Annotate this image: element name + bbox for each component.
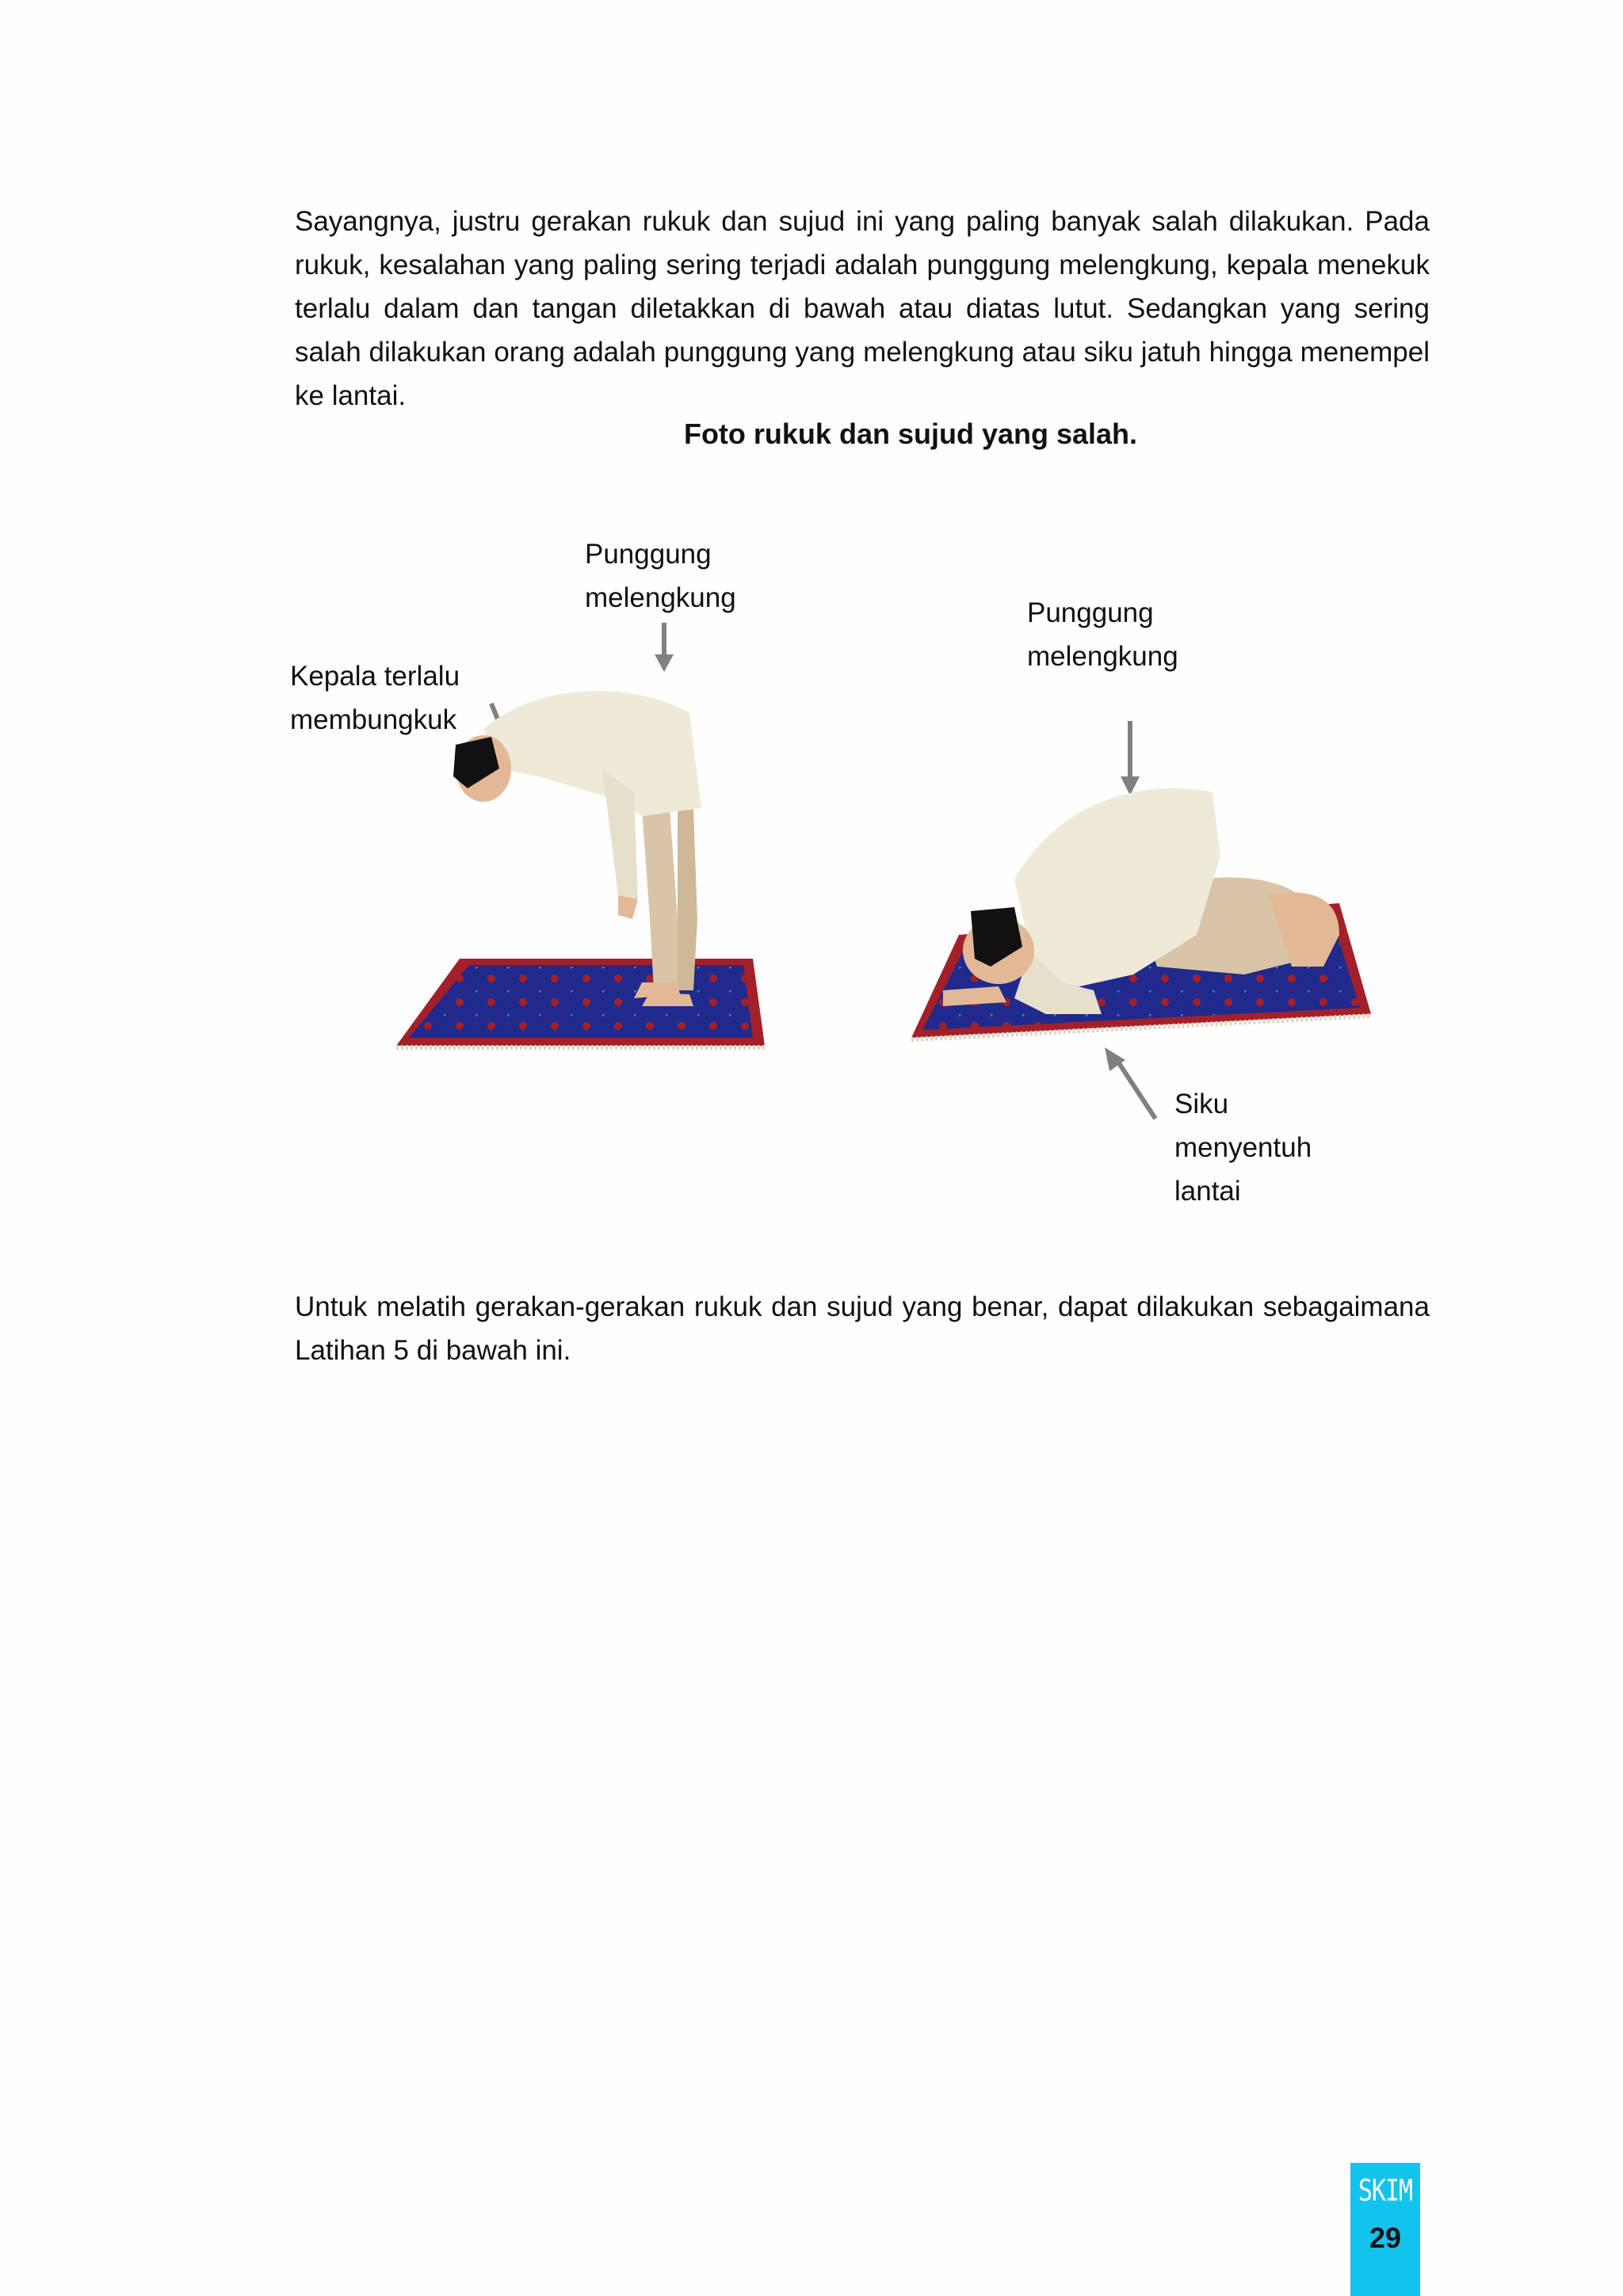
page-number-badge xyxy=(1350,2163,1420,2296)
sujud-elbow-label-line2: menyentuh xyxy=(1174,1132,1312,1163)
sujud-illustration xyxy=(896,776,1387,1070)
intro-paragraph: Sayangnya, justru gerakan rukuk dan sujud ini yang paling banyak salah dilakukan. Pada rukuk, kesalahan yang paling sering terjadi adalah punggung melengkung, kepala menekuk terlalu dalam dan tangan diletakkan di bawah atau diatas lutut. Sedangkan yang sering salah dilakukan orang adalah punggung yang melengkung atau siku jatuh hingga menempel ke lantai. xyxy=(295,206,1430,411)
rukuk-back-label-line2: melengkung xyxy=(585,582,736,613)
sujud-back-label-line2: melengkung xyxy=(1027,641,1178,672)
rukuk-illustration xyxy=(380,681,792,1062)
rukuk-back-arrow-icon xyxy=(655,623,674,672)
closing-paragraph: Untuk melatih gerakan-gerakan rukuk dan sujud yang benar, dapat dilakukan sebagaimana Latihan 5 di bawah ini. xyxy=(295,1291,1430,1366)
figure-caption: Foto rukuk dan sujud yang salah. xyxy=(683,418,1138,450)
page-number: 29 xyxy=(1369,2222,1402,2254)
sujud-back-label-line1: Punggung xyxy=(1027,597,1154,628)
sujud-elbow-label-line3: lantai xyxy=(1174,1176,1241,1207)
rukuk-head-label-line2: membungkuk xyxy=(290,704,457,735)
rukuk-head-label-line1: Kepala terlalu xyxy=(290,661,460,692)
sujud-elbow-label-line1: Siku xyxy=(1174,1089,1229,1119)
rukuk-back-label-line1: Punggung xyxy=(585,539,712,570)
brand-logo: SKIM xyxy=(1358,2173,1413,2209)
prayer-rug-rukuk xyxy=(396,959,765,1047)
